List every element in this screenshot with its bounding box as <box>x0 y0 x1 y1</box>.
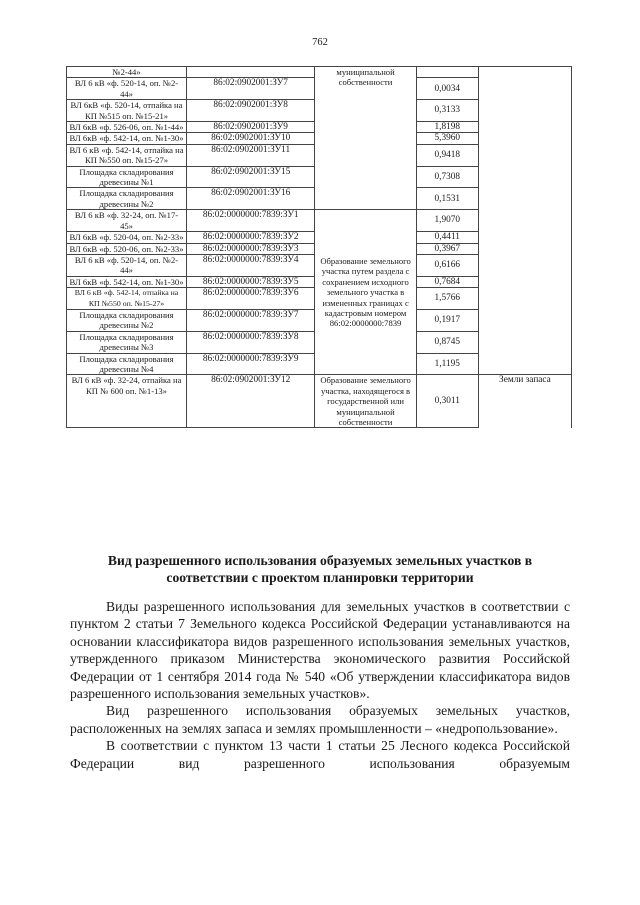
area: 0,7684 <box>416 276 478 287</box>
table-row <box>67 67 572 78</box>
area: 1,5766 <box>416 288 478 310</box>
cadastral-number <box>187 67 315 78</box>
plot-name: Площадка складирования древесины №3 <box>67 331 187 353</box>
cadastral-number: 86:02:0000000:7839:ЗУ5 <box>187 276 315 287</box>
area: 0,6166 <box>416 254 478 276</box>
paragraph: Вид разрешенного использования образуемых земельных участков, расположенных на землях запаса и землях промышленности – «недропользование». <box>70 703 570 736</box>
plot-name: ВЛ 6 кВ «ф. 542-14, отпайка на КП №550 оп. №15-27» <box>67 288 187 310</box>
area: 0,1531 <box>416 188 478 210</box>
plot-name: Площадка складирования древесины №1 <box>67 166 187 188</box>
cadastral-number: 86:02:0902001:ЗУ16 <box>187 188 315 210</box>
cadastral-number: 86:02:0000000:7839:ЗУ3 <box>187 243 315 254</box>
cadastral-number: 86:02:0902001:ЗУ12 <box>187 375 315 428</box>
area: 0,3967 <box>416 243 478 254</box>
cadastral-number: 86:02:0000000:7839:ЗУ7 <box>187 309 315 331</box>
paragraph: В соответствии с пунктом 13 части 1 статьи 25 Лесного кодекса Российской Федерации вид разрешенного использования образуемым <box>70 738 570 771</box>
area: 0,1917 <box>416 309 478 331</box>
area: 0,9418 <box>416 144 478 166</box>
plot-name: ВЛ 6кВ «ф. 520-06, оп. №2-33» <box>67 243 187 254</box>
plot-name: ВЛ 6 кВ «ф. 32-24, оп. №17-45» <box>67 210 187 232</box>
table-row <box>67 375 572 428</box>
cadastral-number: 86:02:0902001:ЗУ7 <box>187 78 315 100</box>
paragraph: Виды разрешенного использования для земельных участков в соответствии с пунктом 2 статьи 7 Земельного кодекса Российской Федерации устанавливаются на основании классификатора видов разрешенного использования земельных участков, утвержденного приказом Министерства экономического развития Российской Федерации от 1 сентября 2014 года № 540 «Об утверждении классификатора видов разрешенного использования земельных участков». <box>70 599 570 702</box>
cadastral-number: 86:02:0902001:ЗУ15 <box>187 166 315 188</box>
plot-name: ВЛ 6кВ «ф. 520-04, оп. №2-33» <box>67 232 187 243</box>
plot-name: Площадка складирования древесины №2 <box>67 309 187 331</box>
cadastral-number: 86:02:0902001:ЗУ10 <box>187 133 315 144</box>
plot-name: Площадка складирования древесины №2 <box>67 188 187 210</box>
cadastral-number: 86:02:0902001:ЗУ11 <box>187 144 315 166</box>
area: 0,4411 <box>416 232 478 243</box>
page-number: 762 <box>312 37 328 48</box>
area: 1,9070 <box>416 210 478 232</box>
area <box>416 67 478 78</box>
plot-name: ВЛ 6 кВ «ф. 32-24, отпайка на КП № 600 оп. №1-13» <box>67 375 187 428</box>
plot-name: ВЛ 6кВ «ф. 542-14, оп. №1-30» <box>67 133 187 144</box>
section-heading: Вид разрешенного использования образуемых земельных участков в соответствии с проектом планировки территории <box>107 553 533 585</box>
cadastral-number: 86:02:0000000:7839:ЗУ1 <box>187 210 315 232</box>
formation-method: муниципальной собственности <box>315 67 416 210</box>
area: 1,8198 <box>416 122 478 133</box>
cadastral-number: 86:02:0000000:7839:ЗУ4 <box>187 254 315 276</box>
plot-name: ВЛ 6кВ «ф. 542-14, оп. №1-30» <box>67 276 187 287</box>
area: 0,3011 <box>416 375 478 428</box>
cadastral-number: 86:02:0000000:7839:ЗУ2 <box>187 232 315 243</box>
land-plots-table <box>66 66 572 428</box>
plot-name: ВЛ 6 кВ «ф. 520-14, оп. №2-44» <box>67 254 187 276</box>
area: 0,3133 <box>416 100 478 122</box>
cadastral-number: 86:02:0902001:ЗУ9 <box>187 122 315 133</box>
plot-name: ВЛ 6 кВ «ф. 520-14, оп. №2-44» <box>67 78 187 100</box>
cadastral-number: 86:02:0000000:7839:ЗУ6 <box>187 288 315 310</box>
body-text <box>70 598 570 772</box>
area: 1,1195 <box>416 353 478 375</box>
area: 5,3960 <box>416 133 478 144</box>
plot-name: №2-44» <box>67 67 187 78</box>
area: 0,8745 <box>416 331 478 353</box>
formation-method: Образование земельного участка путем раздела с сохранением исходного земельного участка в измененных границах с кадастровым номером 86:02:0000000:7839 <box>315 210 416 375</box>
area: 0,0034 <box>416 78 478 100</box>
plot-name: ВЛ 6кВ «ф. 520-14, отпайка на КП №515 оп. №15-21» <box>67 100 187 122</box>
plot-name: ВЛ 6кВ «ф. 526-06, оп. №1-44» <box>67 122 187 133</box>
plot-name: Площадка складирования древесины №4 <box>67 353 187 375</box>
plot-name: ВЛ 6 кВ «ф. 542-14, отпайка на КП №550 оп. №15-27» <box>67 144 187 166</box>
cadastral-number: 86:02:0000000:7839:ЗУ9 <box>187 353 315 375</box>
cadastral-number: 86:02:0000000:7839:ЗУ8 <box>187 331 315 353</box>
cadastral-number: 86:02:0902001:ЗУ8 <box>187 100 315 122</box>
formation-method: Образование земельного участка, находящегося в государственной или муниципальной собственности <box>315 375 416 428</box>
land-category <box>478 67 571 375</box>
area: 0,7308 <box>416 166 478 188</box>
land-category: Земли запаса <box>478 375 571 428</box>
